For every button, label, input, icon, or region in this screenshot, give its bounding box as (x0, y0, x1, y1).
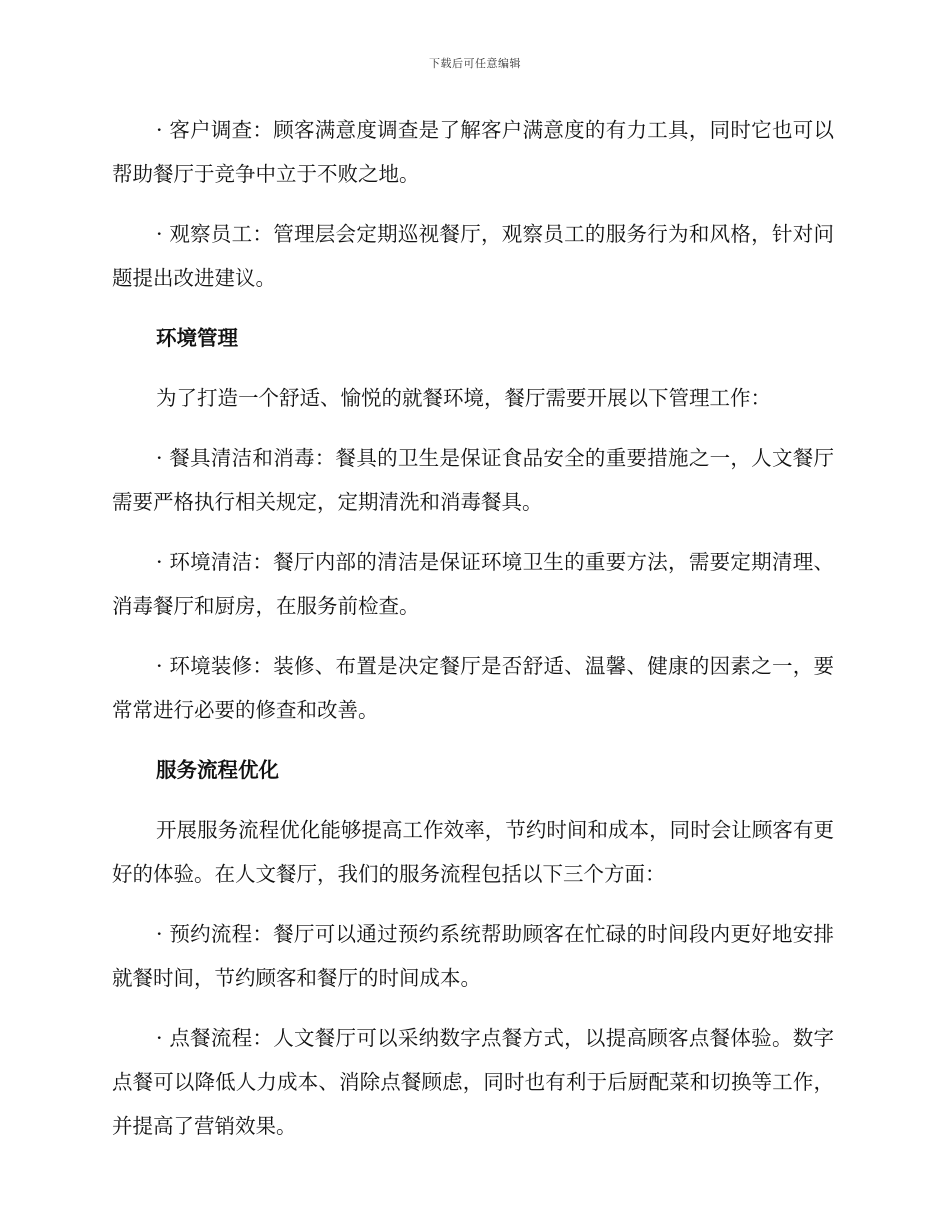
page-header: 下载后可任意编辑 (429, 57, 521, 70)
paragraph-service-intro: 开展服务流程优化能够提高工作效率，节约时间和成本，同时会让顾客有更好的体验。在人文餐厅，我们的服务流程包括以下三个方面： (112, 818, 834, 886)
paragraph-ordering-process: · 点餐流程：人文餐厅可以采纳数字点餐方式，以提高顾客点餐体验。数字点餐可以降低人力成本、消除点餐顾虑，同时也有利于后厨配菜和切换等工作，并提高了营销效果。 (112, 1026, 834, 1138)
paragraph-environment-intro: 为了打造一个舒适、愉悦的就餐环境，餐厅需要开展以下管理工作： (156, 386, 771, 410)
paragraph-observe-staff: · 观察员工：管理层会定期巡视餐厅，观察员工的服务行为和风格，针对问题提出改进建议。 (112, 222, 834, 290)
paragraph-reservation-process: · 预约流程：餐厅可以通过预约系统帮助顾客在忙碌的时间段内更好地安排就餐时间，节约顾客和餐厅的时间成本。 (112, 922, 834, 990)
section-heading-environment: 环境管理 (156, 326, 238, 350)
paragraph-tableware-cleaning: · 餐具清洁和消毒：餐具的卫生是保证食品安全的重要措施之一，人文餐厅需要严格执行相关规定，定期清洗和消毒餐具。 (112, 446, 834, 514)
section-heading-service-process: 服务流程优化 (156, 758, 279, 782)
paragraph-customer-survey: · 客户调查：顾客满意度调查是了解客户满意度的有力工具，同时它也可以帮助餐厅于竞争中立于不败之地。 (112, 118, 834, 186)
paragraph-environment-decoration: · 环境装修：装修、布置是决定餐厅是否舒适、温馨、健康的因素之一，要常常进行必要的修查和改善。 (112, 654, 834, 722)
paragraph-environment-cleaning: · 环境清洁：餐厅内部的清洁是保证环境卫生的重要方法，需要定期清理、消毒餐厅和厨房，在服务前检查。 (112, 550, 834, 618)
document-body (112, 108, 834, 1164)
